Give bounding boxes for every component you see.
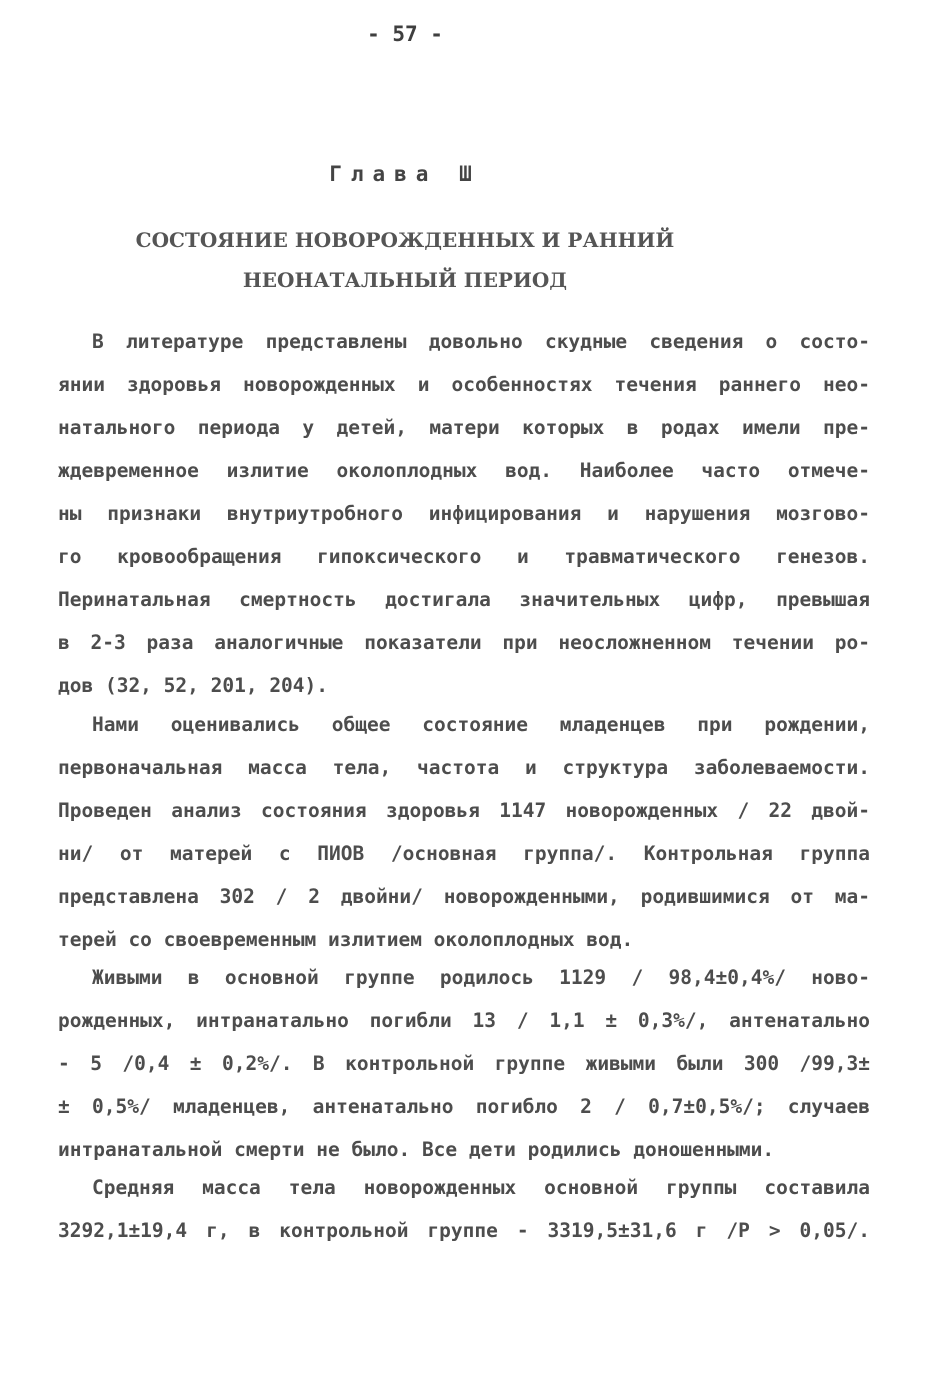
paragraph-2-line: ни/ от матерей с ПИОВ /основная группа/. Контрольная группа	[58, 842, 870, 865]
paragraph-3-line: Живыми в основной группе родилось 1129 / 98,4±0,4%/ ново-	[92, 966, 870, 989]
paragraph-2-line: терей со своевременным излитием околоплодных вод.	[58, 928, 634, 951]
paragraph-3-line: рожденных, интранатально погибли 13 / 1,1 ± 0,3%/, антенатально	[58, 1009, 870, 1032]
section-heading-line-1: СОСТОЯНИЕ НОВОРОЖДЕННЫХ И РАННИЙ	[135, 228, 675, 252]
paragraph-3-line: ± 0,5%/ младенцев, антенатально погибло 2 / 0,7±0,5%/; случаев	[58, 1095, 870, 1118]
section-heading-line-2: НЕОНАТАЛЬНЫЙ ПЕРИОД	[242, 268, 568, 292]
paragraph-1-line: Перинатальная смертность достигала значительных цифр, превышая	[58, 588, 870, 611]
paragraph-2-line: представлена 302 / 2 двойни/ новорожденными, родившимися от ма-	[58, 885, 870, 908]
paragraph-2-line: Проведен анализ состояния здоровья 1147 новорожденных / 22 двой-	[58, 799, 870, 822]
paragraph-1-line: в 2-3 раза аналогичные показатели при неосложненном течении ро-	[58, 631, 870, 654]
paragraph-1-line: ждевременное излитие околоплодных вод. Наиболее часто отмече-	[58, 459, 870, 482]
paragraph-1-line: го кровообращения гипоксического и травматического генезов.	[58, 545, 870, 568]
page-number: - 57 -	[367, 22, 443, 46]
chapter-title: Глава Ш	[329, 162, 481, 186]
paragraph-2-line: первоначальная масса тела, частота и структура заболеваемости.	[58, 756, 870, 779]
paragraph-4-line: 3292,1±19,4 г, в контрольной группе - 3319,5±31,6 г /Р > 0,05/.	[58, 1219, 870, 1242]
paragraph-1-line: натального периода у детей, матери которых в родах имели пре-	[58, 416, 870, 439]
paragraph-3-line: интранатальной смерти не было. Все дети родились доношенными.	[58, 1138, 775, 1161]
paragraph-1-line: янии здоровья новорожденных и особенностях течения раннего нео-	[58, 373, 870, 396]
paragraph-1-line: ны признаки внутриутробного инфицирования и нарушения мозгово-	[58, 502, 870, 525]
paragraph-1-line: дов (32, 52, 201, 204).	[58, 674, 329, 697]
paragraph-4-line: Средняя масса тела новорожденных основной группы составила	[92, 1176, 870, 1199]
paragraph-3-line: - 5 /0,4 ± 0,2%/. В контрольной группе живыми были 300 /99,3±	[58, 1052, 870, 1075]
paragraph-2-line: Нами оценивались общее состояние младенцев при рождении,	[92, 713, 870, 736]
paragraph-1-line: В литературе представлены довольно скудные сведения о состо-	[92, 330, 870, 353]
